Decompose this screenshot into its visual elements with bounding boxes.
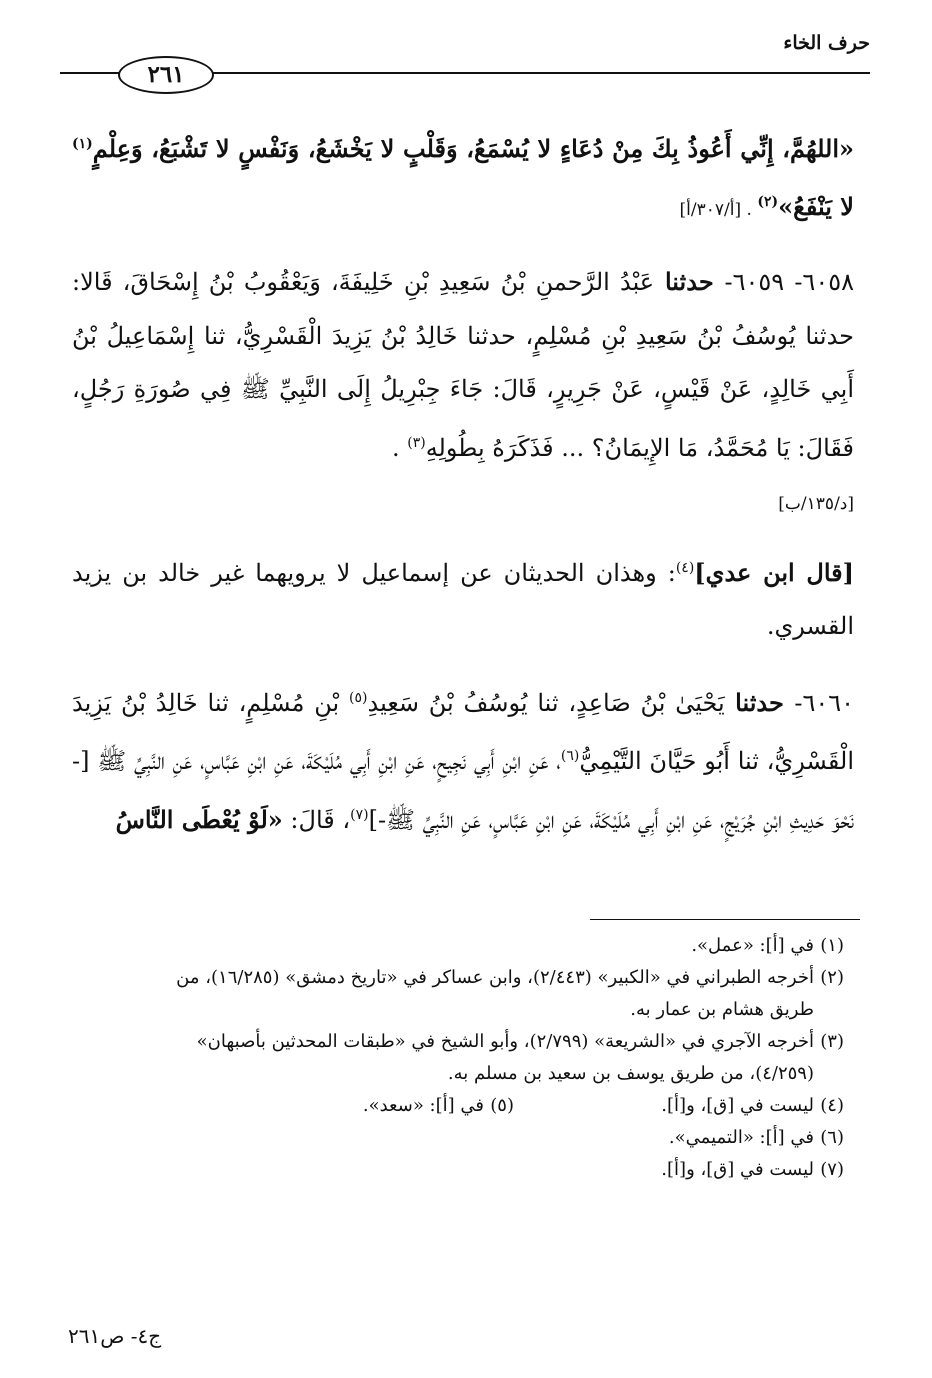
isnad-text-4: ، قَالَ: (282, 805, 351, 834)
footnote-7: (٧)ليست في [ق]، و[أ]. (661, 1159, 844, 1180)
paragraph-hadith-6060 (72, 672, 854, 848)
hadith-numbers: ٦٠٥٨- ٦٠٥٩- (724, 268, 854, 296)
dua-text: «اللهُمَّ، إِنِّي أَعُوذُ بِكَ مِنْ دُعَاءٍ لا يُسْمَعُ، وَقَلْبٍ لا يَخْشَعُ، وَنَفْسٍ لا تَشْبَعُ، وَعِلْمٍ (92, 134, 854, 163)
footnote-ref-3: (٣) (407, 434, 426, 451)
matn-start: «لَوْ يُعْطَى النَّاسُ (115, 804, 283, 834)
isnad-text-1: يَحْيَىٰ بْنُ صَاعِدٍ، ثنا يُوسُفُ بْنُ سَعِيدِ (367, 688, 725, 717)
page-number-badge: ٢٦١ (118, 56, 214, 94)
dua-text-end: لا يَنْفَعُ» (778, 191, 854, 221)
footnote-ref-5: (٥) (349, 689, 368, 706)
manuscript-ref-d: [د/١٣٥/ب] (778, 494, 854, 514)
sentence-end: . (391, 433, 408, 462)
ibn-adi-text: : وهذان الحديثان عن إسماعيل لا يرويهما غير خالد بن يزيد القسري. (72, 558, 854, 640)
footnote-1: (١)في [أ]: «عمل». (691, 935, 844, 956)
haddathana-label: حدثنا (724, 687, 795, 717)
paragraph-ibn-adi (72, 542, 854, 654)
volume-page-ref: ج٤- ص٢٦١ (68, 1324, 162, 1348)
footnote-4: (٤)ليست في [ق]، و[أ]. (661, 1095, 844, 1116)
isnad-text-2: بْنِ مُسْلِمٍ، ثنا خَالِدُ بْنُ يَزِيدَ الْقَسْرِيُّ، ثنا أَبُو حَيَّانَ التَّيْمِيُّ (72, 688, 854, 775)
footnote-ref-1: (١) (72, 136, 93, 152)
footnote-ref-6: (٦) (560, 748, 580, 764)
section-title: حرف الخاء (783, 32, 870, 54)
main-text (72, 118, 854, 847)
footnote-6: (٦)في [أ]: «التميمي». (668, 1127, 844, 1148)
footnote-ref-4: (٤) (675, 559, 695, 576)
isnad-text: عَبْدُ الرَّحمنِ بْنُ سَعِيدِ بْنِ خَلِيفَةَ، وَيَعْقُوبُ بْنُ إِسْحَاقَ، قَالا: حدثنا يُوسُفُ بْنُ سَعِيدِ بْنِ مُسْلِمٍ، حدثنا خَالِدُ بْنُ يَزِيدَ الْقَسْرِيُّ، ثنا إِسْمَاعِيلُ بْنُ أَبِي خَالِدٍ، عَنْ قَيْسٍ، عَنْ جَرِيرٍ، قَالَ: جَاءَ جِبْرِيلُ إِلَى النَّبِيِّ ﷺ فِي صُورَةِ رَجُلٍ، فَقَالَ: يَا مُحَمَّدُ، مَا الإِيمَانُ؟ ... فَذَكَرَهُ بِطُولِهِ (72, 268, 854, 462)
manuscript-ref-a: . [أ/٣٠٧/أ] (679, 199, 758, 220)
footnote-2-cont: طريق هشام بن عمار به. (630, 999, 814, 1020)
footnote-ref-7: (٧) (350, 806, 369, 823)
footnote-2: (٢)أخرجه الطبراني في «الكبير» (٢/٤٤٣)، وابن عساكر في «تاريخ دمشق» (١٦/٢٨٥)، من (176, 967, 844, 988)
manuscript-ref-d-line (72, 475, 854, 532)
paragraph-hadith-dua (72, 118, 854, 237)
footnote-3-cont: (٤/٢٥٩)، من طريق يوسف بن سعيد بن مسلم به. (447, 1063, 814, 1084)
page-header (60, 28, 870, 88)
ibn-adi-label: [قال ابن عدي] (694, 557, 855, 587)
footnote-3: (٣)أخرجه الآجري في «الشريعة» (٢/٧٩٩)، وأبو الشيخ في «طبقات المحدثين بأصبهان» (196, 1031, 844, 1052)
hadith-number: ٦٠٦٠- (794, 688, 854, 717)
haddathana-label: حدثنا (654, 267, 725, 296)
footnote-row-4-5 (72, 1090, 844, 1122)
footnote-rule (590, 919, 860, 920)
footnote-ref-2: (٢) (757, 193, 779, 210)
isnad-text-3: ، عَنِ ابْنِ أَبِي نَجِيحٍ، عَنِ ابْنِ أَبِي مُلَيْكَةَ، عَنِ ابْنِ عَبَّاسٍ، عَنِ النَّبِيِّ ﷺ [-نَحْوَ حَدِيثِ ابْنِ جُرَيْجٍ، عَنِ ابْنِ أَبِي مُلَيْكَةَ، عَنِ ابْنِ عَبَّاسٍ، عَنِ النَّبِيِّ ﷺ-] (72, 747, 854, 834)
footnotes (72, 930, 844, 1186)
paragraph-hadith-6058 (72, 255, 854, 475)
footnote-5: (٥)في [أ]: «سعد». (362, 1095, 514, 1116)
